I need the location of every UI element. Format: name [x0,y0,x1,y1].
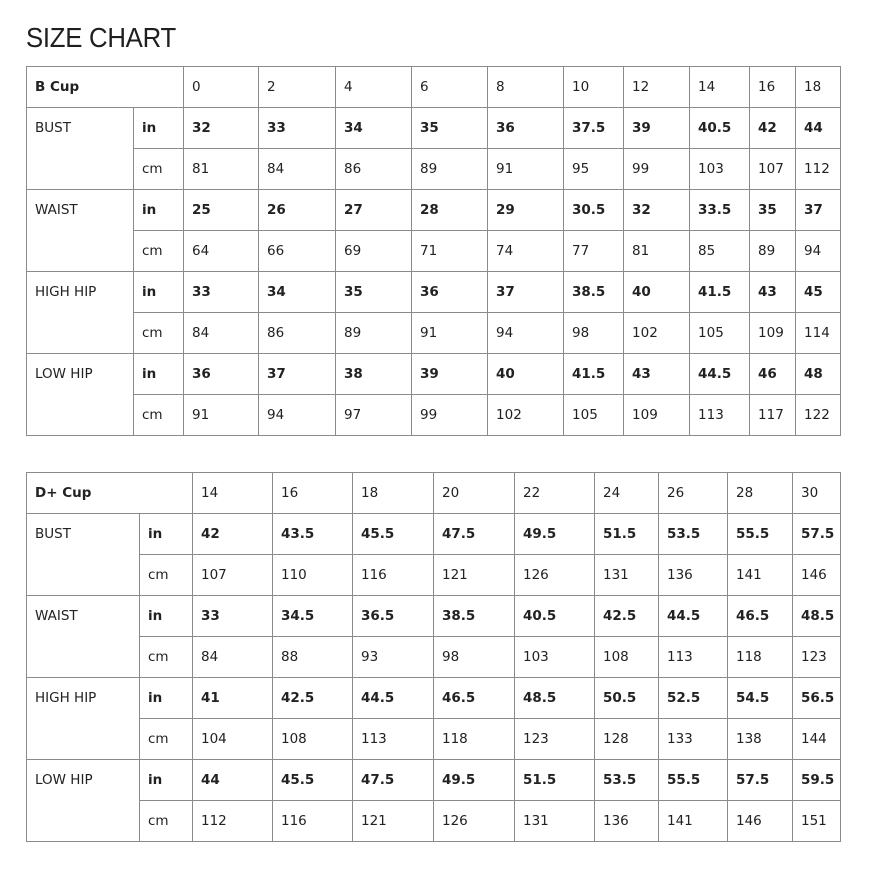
value-cell-in: 43.5 [273,514,353,555]
value-cell-in: 42 [750,108,796,149]
unit-label-cm: cm [140,555,193,596]
value-cell-cm: 151 [793,801,841,842]
value-cell-in: 26 [259,190,336,231]
size-header-cell: 16 [273,473,353,514]
unit-label-in: in [134,272,184,313]
size-header-cell: 14 [193,473,273,514]
measure-row-cm [27,313,841,354]
value-cell-cm: 131 [595,555,659,596]
value-cell-cm: 122 [796,395,841,436]
value-cell-cm: 94 [488,313,564,354]
value-cell-cm: 112 [796,149,841,190]
value-cell-cm: 88 [273,637,353,678]
unit-label-cm: cm [140,637,193,678]
value-cell-cm: 84 [184,313,259,354]
value-cell-cm: 84 [259,149,336,190]
value-cell-in: 38.5 [434,596,515,637]
value-cell-in: 50.5 [595,678,659,719]
value-cell-cm: 99 [412,395,488,436]
measure-row-in [27,190,841,231]
value-cell-cm: 103 [515,637,595,678]
measure-row-in [27,108,841,149]
value-cell-cm: 91 [412,313,488,354]
unit-label-in: in [140,596,193,637]
value-cell-in: 57.5 [793,514,841,555]
measure-row-cm [27,719,841,760]
value-cell-cm: 77 [564,231,624,272]
value-cell-cm: 98 [434,637,515,678]
value-cell-cm: 109 [750,313,796,354]
measure-label: HIGH HIP [27,678,140,760]
value-cell-cm: 141 [728,555,793,596]
value-cell-in: 36 [488,108,564,149]
value-cell-in: 41 [193,678,273,719]
value-cell-cm: 146 [728,801,793,842]
value-cell-cm: 126 [515,555,595,596]
size-header-cell: 2 [259,67,336,108]
value-cell-in: 43 [624,354,690,395]
value-cell-cm: 123 [515,719,595,760]
unit-label-in: in [134,190,184,231]
value-cell-cm: 84 [193,637,273,678]
value-cell-in: 55.5 [659,760,728,801]
value-cell-cm: 113 [659,637,728,678]
value-cell-cm: 104 [193,719,273,760]
size-header-cell: 28 [728,473,793,514]
measure-label: WAIST [27,596,140,678]
value-cell-in: 51.5 [595,514,659,555]
size-header-cell: 16 [750,67,796,108]
size-header-cell: 18 [796,67,841,108]
value-cell-in: 56.5 [793,678,841,719]
value-cell-cm: 69 [336,231,412,272]
value-cell-in: 34.5 [273,596,353,637]
value-cell-cm: 102 [624,313,690,354]
value-cell-in: 40 [488,354,564,395]
size-header-cell: 12 [624,67,690,108]
value-cell-cm: 112 [193,801,273,842]
size-header-cell: 14 [690,67,750,108]
size-table-b-cup [26,66,841,436]
value-cell-cm: 141 [659,801,728,842]
value-cell-cm: 107 [750,149,796,190]
value-cell-in: 40.5 [690,108,750,149]
value-cell-cm: 81 [624,231,690,272]
value-cell-cm: 123 [793,637,841,678]
value-cell-cm: 118 [434,719,515,760]
size-header-cell: 20 [434,473,515,514]
value-cell-in: 44 [193,760,273,801]
value-cell-in: 33 [259,108,336,149]
size-header-cell: 26 [659,473,728,514]
value-cell-in: 38 [336,354,412,395]
value-cell-cm: 66 [259,231,336,272]
value-cell-in: 57.5 [728,760,793,801]
value-cell-in: 39 [624,108,690,149]
cup-label: D+ Cup [27,473,193,514]
value-cell-in: 33 [193,596,273,637]
measure-row-cm [27,231,841,272]
value-cell-in: 53.5 [595,760,659,801]
unit-label-in: in [140,760,193,801]
value-cell-in: 44 [796,108,841,149]
value-cell-cm: 105 [690,313,750,354]
value-cell-cm: 99 [624,149,690,190]
value-cell-in: 28 [412,190,488,231]
value-cell-in: 33 [184,272,259,313]
value-cell-cm: 91 [184,395,259,436]
value-cell-in: 35 [412,108,488,149]
value-cell-in: 40 [624,272,690,313]
value-cell-in: 37.5 [564,108,624,149]
measure-row-in [27,596,841,637]
size-header-cell: 30 [793,473,841,514]
value-cell-in: 48 [796,354,841,395]
value-cell-in: 53.5 [659,514,728,555]
value-cell-in: 45.5 [273,760,353,801]
size-header-cell: 10 [564,67,624,108]
value-cell-in: 35 [750,190,796,231]
measure-label: BUST [27,108,134,190]
value-cell-cm: 133 [659,719,728,760]
value-cell-in: 45.5 [353,514,434,555]
value-cell-cm: 121 [353,801,434,842]
value-cell-cm: 97 [336,395,412,436]
size-header-row [27,473,841,514]
value-cell-cm: 95 [564,149,624,190]
value-cell-in: 44.5 [353,678,434,719]
value-cell-cm: 136 [595,801,659,842]
value-cell-cm: 113 [353,719,434,760]
value-cell-cm: 128 [595,719,659,760]
value-cell-cm: 89 [412,149,488,190]
unit-label-in: in [134,354,184,395]
measure-row-cm [27,395,841,436]
value-cell-in: 52.5 [659,678,728,719]
unit-label-cm: cm [134,149,184,190]
measure-row-cm [27,149,841,190]
value-cell-in: 48.5 [793,596,841,637]
value-cell-in: 29 [488,190,564,231]
value-cell-in: 46 [750,354,796,395]
size-header-cell: 22 [515,473,595,514]
unit-label-cm: cm [134,231,184,272]
measure-row-in [27,354,841,395]
value-cell-cm: 107 [193,555,273,596]
size-header-row [27,67,841,108]
value-cell-in: 38.5 [564,272,624,313]
value-cell-cm: 118 [728,637,793,678]
value-cell-cm: 105 [564,395,624,436]
value-cell-in: 47.5 [434,514,515,555]
size-table-d-plus-cup [26,472,841,842]
measure-label: HIGH HIP [27,272,134,354]
unit-label-in: in [134,108,184,149]
measure-label: LOW HIP [27,760,140,842]
value-cell-in: 59.5 [793,760,841,801]
unit-label-cm: cm [140,719,193,760]
value-cell-in: 44.5 [690,354,750,395]
value-cell-cm: 89 [336,313,412,354]
size-header-cell: 8 [488,67,564,108]
value-cell-in: 39 [412,354,488,395]
value-cell-cm: 102 [488,395,564,436]
value-cell-in: 37 [488,272,564,313]
value-cell-in: 40.5 [515,596,595,637]
value-cell-cm: 86 [336,149,412,190]
value-cell-cm: 94 [796,231,841,272]
value-cell-cm: 89 [750,231,796,272]
value-cell-cm: 74 [488,231,564,272]
value-cell-cm: 91 [488,149,564,190]
value-cell-in: 47.5 [353,760,434,801]
value-cell-cm: 98 [564,313,624,354]
unit-label-cm: cm [140,801,193,842]
value-cell-cm: 116 [273,801,353,842]
value-cell-cm: 116 [353,555,434,596]
measure-label: LOW HIP [27,354,134,436]
value-cell-cm: 131 [515,801,595,842]
measure-row-cm [27,637,841,678]
value-cell-in: 42 [193,514,273,555]
size-header-cell: 6 [412,67,488,108]
unit-label-in: in [140,514,193,555]
value-cell-cm: 108 [273,719,353,760]
measure-row-cm [27,555,841,596]
cup-label: B Cup [27,67,184,108]
value-cell-in: 41.5 [564,354,624,395]
size-header-cell: 4 [336,67,412,108]
value-cell-cm: 93 [353,637,434,678]
value-cell-in: 25 [184,190,259,231]
value-cell-cm: 121 [434,555,515,596]
value-cell-in: 43 [750,272,796,313]
value-cell-cm: 117 [750,395,796,436]
value-cell-cm: 85 [690,231,750,272]
value-cell-in: 42.5 [273,678,353,719]
unit-label-cm: cm [134,395,184,436]
value-cell-cm: 144 [793,719,841,760]
value-cell-in: 32 [624,190,690,231]
value-cell-in: 36.5 [353,596,434,637]
value-cell-in: 41.5 [690,272,750,313]
unit-label-cm: cm [134,313,184,354]
value-cell-in: 36 [412,272,488,313]
value-cell-cm: 114 [796,313,841,354]
value-cell-cm: 71 [412,231,488,272]
value-cell-cm: 94 [259,395,336,436]
value-cell-cm: 113 [690,395,750,436]
value-cell-cm: 138 [728,719,793,760]
value-cell-in: 37 [796,190,841,231]
value-cell-in: 48.5 [515,678,595,719]
value-cell-cm: 81 [184,149,259,190]
measure-row-in [27,272,841,313]
size-header-cell: 24 [595,473,659,514]
size-header-cell: 0 [184,67,259,108]
value-cell-in: 32 [184,108,259,149]
value-cell-cm: 110 [273,555,353,596]
measure-row-cm [27,801,841,842]
value-cell-in: 49.5 [515,514,595,555]
measure-label: WAIST [27,190,134,272]
page-title: SIZE CHART [26,22,176,53]
value-cell-in: 46.5 [728,596,793,637]
value-cell-cm: 146 [793,555,841,596]
value-cell-in: 35 [336,272,412,313]
unit-label-in: in [140,678,193,719]
value-cell-in: 36 [184,354,259,395]
value-cell-in: 44.5 [659,596,728,637]
value-cell-in: 54.5 [728,678,793,719]
value-cell-in: 55.5 [728,514,793,555]
value-cell-in: 34 [259,272,336,313]
value-cell-cm: 136 [659,555,728,596]
value-cell-cm: 108 [595,637,659,678]
value-cell-cm: 103 [690,149,750,190]
value-cell-cm: 86 [259,313,336,354]
value-cell-in: 49.5 [434,760,515,801]
value-cell-in: 45 [796,272,841,313]
measure-row-in [27,760,841,801]
value-cell-cm: 126 [434,801,515,842]
value-cell-cm: 109 [624,395,690,436]
value-cell-in: 34 [336,108,412,149]
value-cell-cm: 64 [184,231,259,272]
value-cell-in: 27 [336,190,412,231]
value-cell-in: 30.5 [564,190,624,231]
value-cell-in: 51.5 [515,760,595,801]
size-header-cell: 18 [353,473,434,514]
value-cell-in: 42.5 [595,596,659,637]
value-cell-in: 46.5 [434,678,515,719]
measure-label: BUST [27,514,140,596]
measure-row-in [27,678,841,719]
measure-row-in [27,514,841,555]
value-cell-in: 37 [259,354,336,395]
value-cell-in: 33.5 [690,190,750,231]
